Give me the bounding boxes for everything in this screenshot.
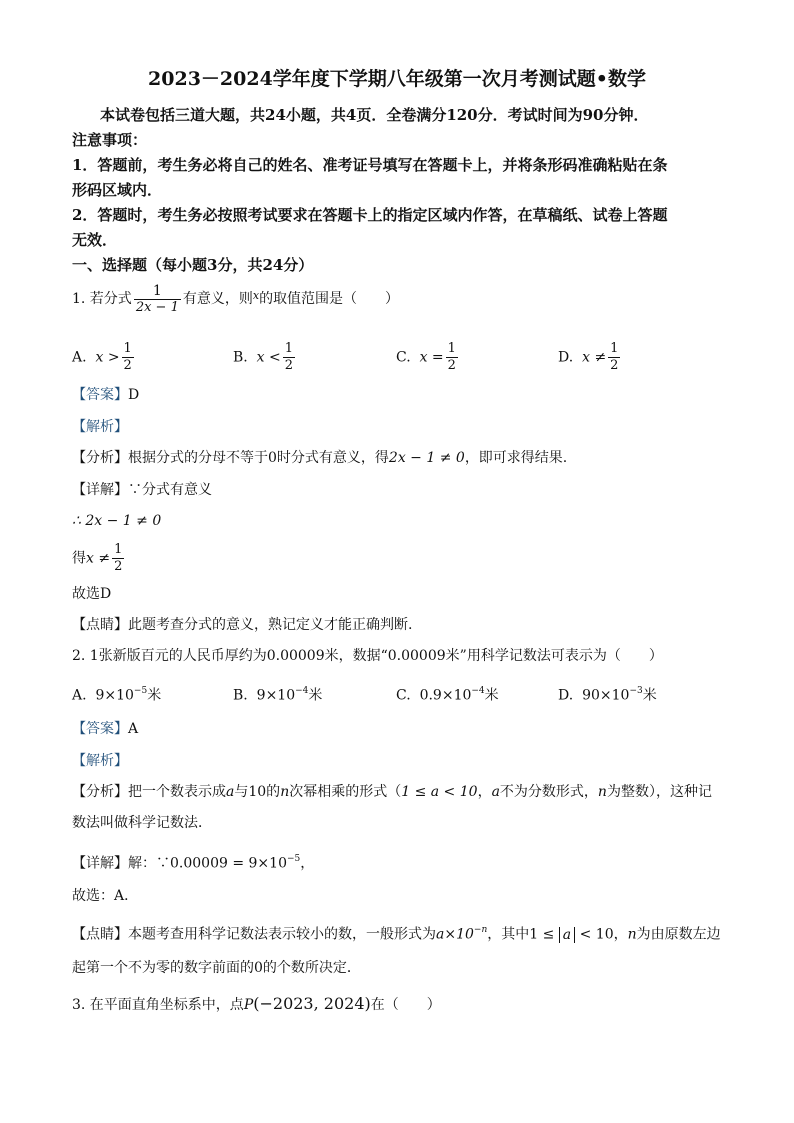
text: 0 — [268, 450, 277, 466]
text: 解：∵ — [128, 855, 170, 872]
fenxi-tag: 【分析】 — [72, 450, 128, 466]
text: 为由原数左边 — [636, 926, 721, 943]
text: 在（ ） — [370, 997, 441, 1013]
text: 把一个数表示成 — [128, 784, 226, 800]
option-base: 9×10 — [95, 687, 134, 704]
text: ， — [477, 784, 492, 800]
q1-step-2 — [72, 542, 126, 575]
text: 与10的 — [234, 784, 281, 800]
math-expr: 2x − 1 ≠ 0 — [388, 450, 465, 466]
option-expr: x > — [95, 349, 120, 366]
option-expr: x = — [419, 349, 444, 366]
math-expr: < 10 — [579, 926, 614, 943]
math-exponent: −n — [473, 925, 488, 935]
q1-option-a — [72, 341, 136, 374]
answer-value: A — [128, 721, 139, 737]
denominator: 2 — [284, 358, 294, 373]
notice-heading: 注意事项： — [72, 131, 148, 149]
numerator: 1 — [114, 542, 123, 557]
q1-stem-mid: 有意义，则 — [182, 291, 253, 307]
answer-tag: 【答案】 — [72, 721, 128, 737]
text: 根据分式的分母不等于 — [128, 450, 268, 466]
text: ，即可求得结果. — [464, 450, 568, 466]
numerator: 1 — [123, 341, 132, 356]
q2-fenxi-line-1 — [72, 783, 712, 801]
option-exponent: −4 — [471, 686, 485, 696]
math-exponent: −5 — [286, 854, 301, 864]
option-unit: 米 — [308, 687, 323, 704]
text: 不为分数形式， — [499, 784, 598, 800]
intro-text: 本试卷包括三道大题，共24小题，共4页．全卷满分120分．考试时间为90分钟． — [100, 106, 649, 124]
section-1-heading: 一、选择题（每小题3分，共24分） — [72, 256, 314, 274]
q2-dianjing-line-1 — [72, 922, 721, 944]
option-fraction — [122, 341, 134, 374]
detail-tag: 【详解】 — [72, 482, 128, 498]
q3-stem — [72, 995, 441, 1014]
text: 次幂相乘的形式（ — [289, 784, 402, 800]
text: ， — [300, 855, 315, 872]
q1-stem-post: 的取值范围是（ ） — [259, 291, 400, 307]
option-exponent: −4 — [295, 686, 309, 696]
text: 本题考查用科学记数法表示较小的数，一般形式为 — [128, 926, 436, 943]
q1-option-b — [233, 341, 297, 374]
q1-option-d — [558, 341, 622, 374]
option-exponent: −5 — [133, 686, 148, 696]
option-letter: B. — [233, 687, 248, 704]
q2-option-d — [558, 683, 657, 705]
q2-option-b — [233, 683, 322, 705]
numerator: 1 — [284, 341, 294, 356]
notice-1-line-1: 1．答题前，考生务必将自己的姓名、准考证号填写在答题卡上，并将条形码准确粘贴在条 — [72, 156, 668, 174]
option-unit: 米 — [484, 687, 499, 704]
abs-value: a — [559, 927, 575, 943]
q1-analysis-tag — [72, 418, 128, 436]
option-letter: D. — [558, 349, 574, 366]
q2-analysis-tag — [72, 752, 128, 770]
option-base: 0.9×10 — [419, 687, 472, 704]
q1-fraction — [134, 283, 181, 316]
math-var: n — [597, 784, 607, 800]
answer-value: D — [128, 387, 140, 403]
denominator: 2 — [123, 358, 132, 373]
option-letter: A. — [72, 349, 87, 366]
page-title: 2023－2024学年度下学期八年级第一次月考测试题•数学 — [148, 68, 646, 90]
q2-option-a — [72, 683, 161, 705]
denominator: 2 — [447, 358, 456, 373]
math-var: a — [491, 784, 500, 800]
math-expr: a×10 — [436, 926, 474, 943]
q2-choose: 故选：A． — [72, 888, 139, 904]
math-var: n — [627, 926, 637, 943]
text: ∵分式有意义 — [128, 482, 212, 498]
fenxi-tag: 【分析】 — [72, 784, 128, 800]
option-letter: D. — [558, 687, 574, 704]
q1-step-1: ∴ 2x − 1 ≠ 0 — [72, 513, 162, 529]
option-letter: C. — [396, 349, 411, 366]
option-expr: x < — [256, 349, 281, 366]
text: 3. 在平面直角坐标系中，点 — [72, 997, 244, 1013]
math-var: a — [226, 784, 235, 800]
text: ，其中 — [487, 926, 530, 943]
notice-2-line-1: 2．答题时，考生务必按照考试要求在答题卡上的指定区域内作答，在草稿纸、试卷上答题 — [72, 206, 668, 224]
math-expr: 1 ≤ a < 10 — [401, 784, 478, 800]
q2-stem: 2. 1张新版百元的人民币厚约为0.00009米，数据“0.00009米”用科学记数法可表示为（ ） — [72, 648, 663, 664]
denominator: 2 — [610, 358, 619, 373]
option-expr: x ≠ — [582, 349, 607, 366]
q1-fraction-numerator: 1 — [134, 283, 181, 300]
analysis-tag: 【解析】 — [72, 753, 128, 769]
dianjing-tag: 【点睛】 — [72, 617, 128, 633]
option-base: 9×10 — [256, 687, 296, 704]
option-fraction — [608, 341, 620, 374]
math-expr: 0.00009 = 9×10 — [170, 855, 287, 872]
text: 为整数），这种记 — [606, 784, 712, 800]
q2-fenxi-line-2: 数法叫做科学记数法． — [72, 815, 212, 831]
option-exponent: −3 — [629, 686, 643, 696]
q1-fraction-denominator: 2x − 1 — [135, 300, 179, 315]
option-fraction — [446, 341, 458, 374]
detail-tag: 【详解】 — [72, 855, 128, 872]
q1-detail — [72, 481, 212, 499]
math-expr: 1 ≤ — [529, 926, 555, 943]
option-letter: C. — [396, 687, 411, 704]
q2-dianjing-line-2: 起第一个不为零的数字前面的0的个数所决定． — [72, 960, 361, 976]
q2-answer — [72, 720, 138, 738]
math-var: n — [280, 784, 290, 800]
option-unit: 米 — [642, 687, 657, 704]
answer-tag: 【答案】 — [72, 387, 128, 403]
math-expr: (−2023, 2024) — [253, 994, 371, 1013]
q1-dianjing — [72, 616, 412, 634]
notice-1-line-2: 形码区域内． — [72, 181, 163, 199]
text: 时分式有意义，得 — [276, 450, 389, 466]
denominator: 2 — [114, 559, 123, 574]
text: 此题考查分式的意义，熟记定义才能正确判断. — [128, 617, 413, 633]
dianjing-tag: 【点睛】 — [72, 926, 128, 943]
q2-option-c — [396, 683, 499, 705]
text: 得 — [72, 550, 86, 567]
math-var: P — [243, 997, 254, 1013]
analysis-tag: 【解析】 — [72, 419, 128, 435]
numerator: 1 — [447, 341, 456, 356]
math-expr: x ≠ — [86, 550, 111, 567]
notice-2-line-2: 无效． — [72, 231, 118, 249]
q1-variable: x — [252, 289, 260, 302]
q1-stem — [72, 283, 399, 316]
option-letter: A. — [72, 687, 87, 704]
q1-fenxi — [72, 449, 567, 467]
q2-detail — [72, 851, 314, 873]
option-letter: B. — [233, 349, 248, 366]
option-unit: 米 — [147, 687, 162, 704]
option-base: 90×10 — [582, 687, 630, 704]
text: ， — [613, 926, 628, 943]
q1-option-c — [396, 341, 460, 374]
step2-fraction — [112, 542, 124, 575]
option-fraction — [283, 341, 295, 374]
q1-choose: 故选D — [72, 586, 112, 602]
numerator: 1 — [610, 341, 619, 356]
q1-stem-pre: 1. 若分式 — [72, 291, 132, 307]
q1-answer — [72, 386, 139, 404]
